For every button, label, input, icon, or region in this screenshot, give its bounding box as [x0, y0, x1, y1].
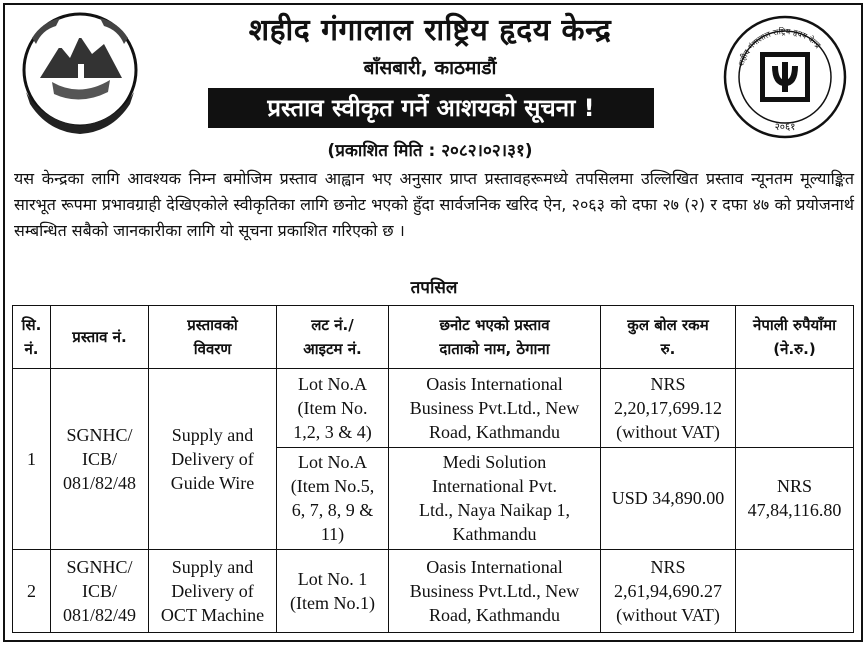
published-date: (प्रकाशित मिति : २०८२।०२।३१) — [327, 141, 533, 161]
table-row — [13, 369, 854, 448]
cell-bidder: Oasis International Business Pvt.Ltd., New Road, Kathmandu — [389, 369, 601, 448]
cell-proposal-no: SGNHC/ ICB/ 081/82/49 — [51, 550, 149, 633]
header-proposal-no: प्रस्ताव नं. — [51, 306, 149, 369]
cell-lot: Lot No.A (Item No. 1,2, 3 & 4) — [277, 369, 389, 448]
cell-npr — [736, 550, 854, 633]
cell-lot: Lot No. 1 (Item No.1) — [277, 550, 389, 633]
svg-text:शहीद गंगालाल राष्ट्रिय हृदय के: शहीद गंगालाल राष्ट्रिय हृदय केन्द्र — [736, 26, 823, 67]
cell-amount: USD 34,890.00 — [601, 447, 736, 550]
hospital-seal-icon — [720, 14, 850, 142]
cell-description: Supply and Delivery of Guide Wire — [149, 369, 277, 550]
seal-year: २०६१ — [774, 122, 796, 133]
organization-name: शहीद गंगालाल राष्ट्रिय हृदय केन्द्र — [248, 13, 612, 48]
cell-bidder: Medi Solution International Pvt. Ltd., Naya Naikap 1, Kathmandu — [389, 447, 601, 550]
cell-proposal-no: SGNHC/ ICB/ 081/82/48 — [51, 369, 149, 550]
cell-npr — [736, 369, 854, 448]
header-bidder: छनोट भएको प्रस्ताव दाताको नाम, ठेगाना — [389, 306, 601, 369]
header-lot-item: लट नं./ आइटम नं. — [277, 306, 389, 369]
cell-bidder: Oasis International Business Pvt.Ltd., New Road, Kathmandu — [389, 550, 601, 633]
award-details-table — [12, 305, 854, 633]
cell-lot: Lot No.A (Item No.5, 6, 7, 8, 9 & 11) — [277, 447, 389, 550]
header-npr-amount: नेपाली रुपैयाँमा (ने.रु.) — [736, 306, 854, 369]
cell-sn: 1 — [13, 369, 51, 550]
table-header-row — [13, 306, 854, 369]
cell-amount: NRS 2,61,94,690.27 (without VAT) — [601, 550, 736, 633]
cell-npr: NRS 47,84,116.80 — [736, 447, 854, 550]
organization-address: बाँसबारी, काठमाडौं — [363, 57, 497, 79]
notice-paragraph: यस केन्द्रका लागि आवश्यक निम्न बमोजिम प्रस्ताव आह्वान भए अनुसार प्राप्त प्रस्तावहरूमध्ये तपसिलमा उल्लिखित प्रस्ताव न्यूनतम मूल्याङ्कित सारभूत रूपमा प्रभावग्राही देखिएकोले स्वीकृतिका लागि छनोट भएको हुँदा सार्वजनिक खरिद ऐन, २०६३ को दफा २७ (२) र दफा ४७ को प्रयोजनार्थ सम्बन्धित सबैको जानकारीका लागि यो सूचना प्रकाशित गरिएको छ । — [14, 169, 854, 240]
details-title: तपसिल — [410, 278, 458, 298]
header-description: प्रस्तावको विवरण — [149, 306, 277, 369]
cell-description: Supply and Delivery of OCT Machine — [149, 550, 277, 633]
header-total-amount: कुल बोल रकम रु. — [601, 306, 736, 369]
cell-amount: NRS 2,20,17,699.12 (without VAT) — [601, 369, 736, 448]
table-row — [13, 550, 854, 633]
cell-sn: 2 — [13, 550, 51, 633]
government-emblem-icon — [12, 8, 148, 136]
notice-title: प्रस्ताव स्वीकृत गर्ने आशयको सूचना ! — [208, 88, 654, 128]
header-sn: सि. नं. — [13, 306, 51, 369]
